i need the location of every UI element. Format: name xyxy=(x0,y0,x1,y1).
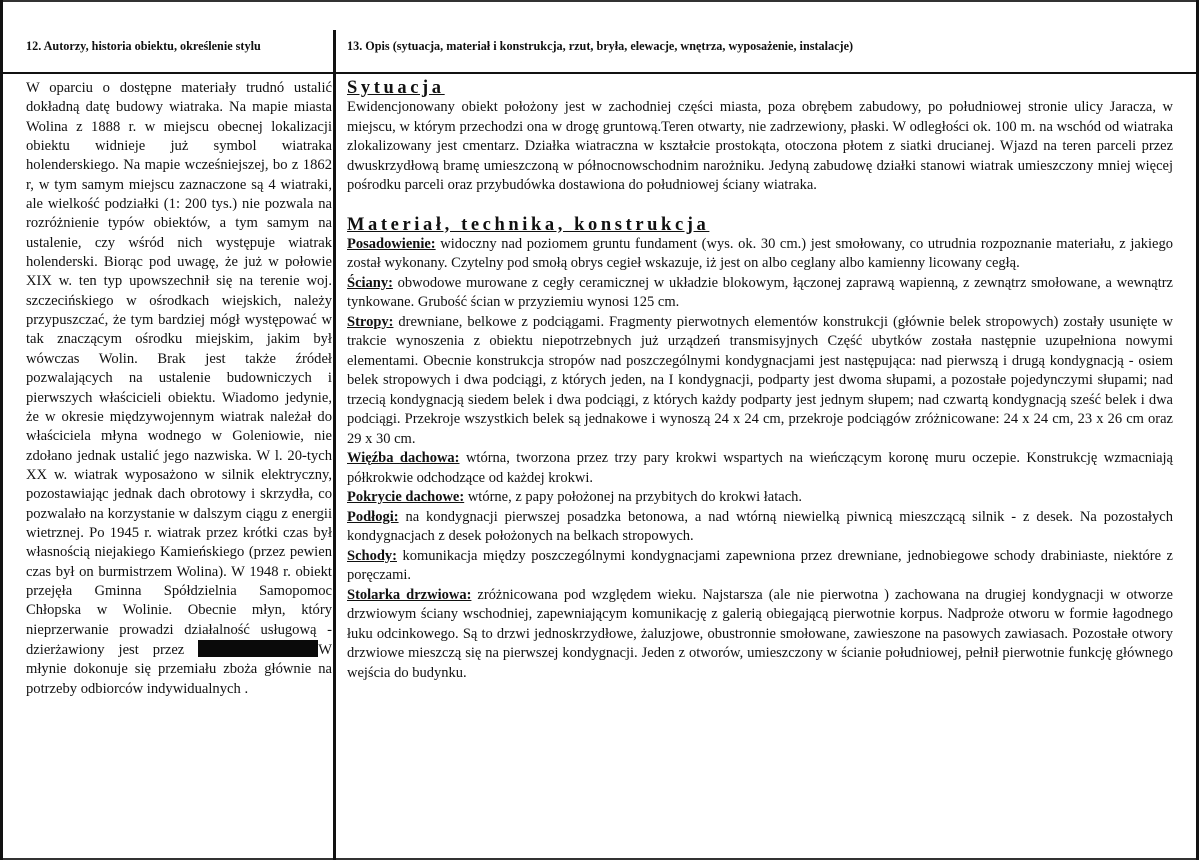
section-text-sytuacja xyxy=(347,98,1173,196)
right-heading: 13. Opis (sytuacja, materiał i konstrukcja, rzut, bryła, elewacje, wnętrza, wyposażenie, instalacje) xyxy=(347,39,854,53)
history-text-before: W oparciu o dostępne materiały trudnó ustalić dokładną datę budowy wiatraka. Na mapie miasta Wolina z 1888 r. w miejscu obecnej lokalizacji obiektu widnieje już symbol wiatraka holenderskiego. Na mapie wcześniejszej, bo z 1862 r, w tym samym miejscu zaznaczone są 4 wiatraki, ale wielkość podziałki (1: 200 tys.) nie pozwala na rozróżnienie typów obiektów, a tym samym na ustalenie, czy wśród nich występuje wiatrak holenderski. Biorąc pod uwagę, że już w połowie XIX w. ten typ upowszechnił się na terenie woj. szczecińskiego w ośrodkach wiejskich, należy przypuszczać, że tym bardziej mógł występować w tak znaczącym ośrodku miejskim, jakim był wówczas Wolin. Brak jest także źródeł pozwalających na ustalenie budowniczych i pierwszych właścicieli obiektu. Wiadomo jedynie, że w okresie międzywojennym wiatrak należał do właściciela młyna wodnego w Goleniowie, nie zdołano jednak ustalić jego nazwiska. W l. 20-tych XX w. wiatrak wyposażono w silnik elektryczny, pozostawiając jednak dach obrotowy i skrzydła, co pozwalało na korzystanie w dalszym ciągu z energii wietrznej. Po 1945 r. wiatrak przez krótki czas był własnością niejakiego Kamieńskiego (przez pewien czas był on burmistrzem Wolina). W 1948 r. obiekt przejęła Gminna Spółdzielnia Samopomoc Chłopska w Wolinie. Obecnie młyn, który nieprzerwanie prowadzi działalność usługową - dzierżawiony jest przez xyxy=(26,80,332,658)
history-text-after: W młynie dokonuje się przemiału zboża głównie na potrzeby odbiorców indywidualnych . xyxy=(26,641,332,697)
label-stropy: Stropy: xyxy=(347,313,394,330)
item-wiezba xyxy=(347,449,1173,488)
item-sciany xyxy=(347,274,1173,313)
section-text-material xyxy=(347,235,1173,684)
item-pokrycie xyxy=(347,488,1173,508)
label-sciany: Ściany: xyxy=(347,274,393,291)
item-posadowienie xyxy=(347,235,1173,274)
label-wiezba: Więźba dachowa: xyxy=(347,450,460,466)
text-pokrycie: wtórne, z papy położonej na przybitych do krokwi łatach. xyxy=(464,489,803,505)
label-schody: Schody: xyxy=(347,547,397,564)
label-stolarka: Stolarka drzwiowa: xyxy=(347,586,472,603)
item-schody xyxy=(347,547,1173,586)
text-schody: komunikacja między poszczególnymi kondygnacjami zapewniona przez drewniane, jednobiegowe schody drabiniaste, niektóre z poręczami. xyxy=(347,547,1173,583)
text-sciany: obwodowe murowane z cegły ceramicznej w układzie blokowym, łączonej zaprawą wapienną, z zewnątrz smołowane, a wewnątrz tynkowane. Grubość ścian w przyziemiu wynosi 125 cm. xyxy=(347,274,1173,310)
text-stropy: drewniane, belkowe z podciągami. Fragmenty pierwotnych elementów konstrukcji (głównie belek stropowych) zostały usunięte w trakcie wynoszenia z obiektu niepotrzebnych już urządzeń transmisyjnych Część ubytków została następnie uzupełniona nowymi elementami. Obecnie konstrukcja stropów nad poszczególnymi kondygnacjami jest następująca: nad pierwszą i drugą kondygnacją - osiem belek stropowych i dwa podciągi, z których jeden, na I kondygnacji, podparty jest dwoma słupami, a pozostałe pojedynczymi słupami; nad trzecią kondygnacją siedem belek i dwa podciągi, z których każdy podparty jest jednym słupem; nad czwartą kondygnacją sześć belek i dwa podciągi. Przekroje wszystkich belek są jednakowe i wynoszą 24 x 24 cm, przekroje podciągów zróżnicowane: 24 x 24 cm, 23 x 26 cm oraz 29 x 30 cm. xyxy=(347,313,1173,447)
label-podlogi: Podłogi: xyxy=(347,508,399,525)
label-pokrycie: Pokrycie dachowe: xyxy=(347,489,465,505)
section-title-sytuacja: Sytuacja xyxy=(347,78,445,98)
frame-left-border xyxy=(0,0,3,860)
left-heading: 12. Autorzy, historia obiektu, określenie stylu xyxy=(26,39,261,53)
text-posadowienie: widoczny nad poziomem gruntu fundament (wys. ok. 30 cm.) jest smołowany, co utrudnia rozpoznanie materiału, z jakiego został wykonany. Czytelny pod smołą obrys cegieł wskazuje, iż jest on albo ceglany albo kamienny licowany cegłą. xyxy=(347,235,1173,271)
left-column xyxy=(26,38,332,699)
section-title-material: Materiał, technika, konstrukcja xyxy=(347,214,710,235)
item-podlogi xyxy=(347,508,1173,547)
item-stolarka xyxy=(347,586,1173,684)
text-wiezba: wtórna, tworzona przez trzy pary krokwi wspartych na wieńczącym koronę muru oczepie. Konstrukcję wzmacniają półkrokwie odchodzące od każdej krokwi. xyxy=(347,450,1173,486)
right-column xyxy=(347,38,1173,683)
text-stolarka: zróżnicowana pod względem wieku. Najstarsza (ale nie pierwotna ) zachowana na drugiej kondygnacji w otworze drzwiowym ściany wschodniej, zapewniającym komunikację z galerią obiegającą pierwotnie korpus. Nadproże otworu w formie łagodnego łuku odcinkowego. Są to drzwi jednoskrzydłowe, żaluzjowe, obustronnie smołowane, zawieszone na pasowych zawiasach. Pozostałe otwory drzwiowe mieszczą się na pierwszej kondygnacji. Jeden z otworów, umieszczony w ścianie południowej, pełnił pierwotnie funkcję głównego wejścia do budynku. xyxy=(347,586,1173,681)
item-stropy xyxy=(347,313,1173,450)
sytuacja-paragraph: Ewidencjonowany obiekt położony jest w zachodniej części miasta, poza obrębem zabudowy, po południowej stronie ulicy Jaracza, w miejscu, w którym przechodzi ona w drogę gruntową.Teren otwarty, nie zadrzewiony, płaski. W odległości ok. 100 m. na wschód od wiatraka zlokalizowany jest cmentarz. Działka wiatraczna w kształcie prostokąta, otoczona płotem z siatki drucianej. Wjazd na teren parceli przez dwuskrzydłową bramę umieszczoną w północnowschodnim narożniku. Jedyną zabudowę działki stanowi wiatrak umieszczony mniej więcej pośrodku parceli oraz przybudówka dostawiona do południowej ściany wiatraka. xyxy=(347,99,1173,193)
history-text xyxy=(26,79,332,699)
frame-top-border xyxy=(0,0,1199,2)
label-posadowienie: Posadowienie: xyxy=(347,235,436,252)
text-podlogi: na kondygnacji pierwszej posadzka betonowa, a nad wtórną niewielką piwnicą mieszczącą silnik - z desek. Na pozostałych kondygnacjach z desek położonych na belkach stropowych. xyxy=(347,508,1173,544)
redaction-bar xyxy=(198,640,318,657)
column-divider xyxy=(333,30,336,860)
